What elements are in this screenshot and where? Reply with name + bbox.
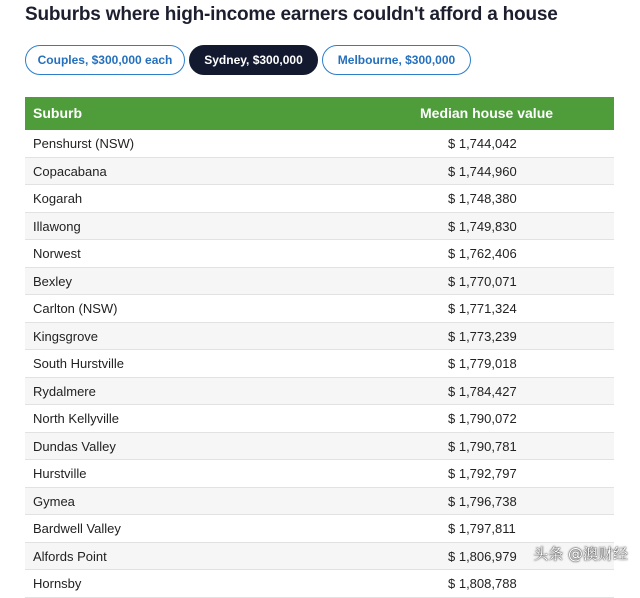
cell-suburb: Illawong bbox=[33, 218, 81, 234]
table-row bbox=[25, 213, 614, 241]
table-row bbox=[25, 185, 614, 213]
table-row bbox=[25, 460, 614, 488]
table-row bbox=[25, 268, 614, 296]
cell-value: $ 1,770,071 bbox=[448, 273, 517, 289]
cell-suburb: Bexley bbox=[33, 273, 73, 289]
table-row bbox=[25, 433, 614, 461]
cell-suburb: Rydalmere bbox=[33, 383, 96, 399]
cell-value: $ 1,762,406 bbox=[448, 246, 517, 261]
table-row bbox=[25, 570, 614, 598]
cell-value: $ 1,779,018 bbox=[448, 356, 517, 371]
table-row bbox=[25, 130, 614, 158]
table-header bbox=[25, 97, 614, 130]
cell-suburb: Dundas Valley bbox=[33, 438, 116, 454]
column-header-median-value[interactable]: Median house value bbox=[420, 105, 554, 121]
cell-suburb: Penshurst (NSW) bbox=[33, 136, 135, 151]
cell-value: $ 1,790,072 bbox=[448, 411, 517, 426]
cell-suburb: Hurstville bbox=[33, 466, 87, 481]
cell-value: $ 1,784,427 bbox=[448, 383, 517, 399]
table-row bbox=[25, 350, 614, 378]
cell-suburb: South Hurstville bbox=[33, 356, 125, 371]
table-row bbox=[25, 295, 614, 323]
table-row bbox=[25, 515, 614, 543]
cell-value: $ 1,749,830 bbox=[448, 218, 517, 234]
cell-value: $ 1,773,239 bbox=[448, 328, 517, 344]
table-row bbox=[25, 488, 614, 516]
cell-suburb: Kogarah bbox=[33, 191, 83, 206]
cell-suburb: Gymea bbox=[33, 493, 75, 509]
cell-value: $ 1,792,797 bbox=[448, 466, 517, 481]
tab-sydney[interactable]: Sydney, $300,000 bbox=[189, 45, 318, 75]
cell-suburb: Copacabana bbox=[33, 163, 107, 179]
table-row bbox=[25, 158, 614, 186]
cell-value: $ 1,748,380 bbox=[448, 191, 517, 206]
watermark: 头条 @澳财经 bbox=[533, 545, 628, 563]
cell-suburb: North Kellyville bbox=[33, 411, 119, 426]
table-row bbox=[25, 543, 614, 571]
data-table bbox=[25, 97, 614, 598]
page-title: Suburbs where high-income earners couldn't afford a house bbox=[25, 4, 558, 25]
cell-suburb: Alfords Point bbox=[33, 548, 107, 564]
cell-value: $ 1,744,960 bbox=[448, 163, 517, 179]
cell-value: $ 1,790,781 bbox=[448, 438, 517, 454]
table-row bbox=[25, 240, 614, 268]
table-row bbox=[25, 405, 614, 433]
cell-value: $ 1,808,788 bbox=[448, 576, 517, 591]
cell-suburb: Kingsgrove bbox=[33, 328, 99, 344]
cell-value: $ 1,806,979 bbox=[448, 548, 517, 564]
column-header-suburb[interactable]: Suburb bbox=[33, 105, 82, 121]
tab-melbourne[interactable]: Melbourne, $300,000 bbox=[322, 45, 471, 75]
cell-suburb: Hornsby bbox=[33, 576, 82, 591]
cell-value: $ 1,744,042 bbox=[448, 136, 517, 151]
cell-value: $ 1,796,738 bbox=[448, 493, 517, 509]
cell-suburb: Carlton (NSW) bbox=[33, 301, 118, 316]
table-body bbox=[25, 130, 614, 598]
cell-suburb: Norwest bbox=[33, 246, 81, 261]
tab-couples[interactable]: Couples, $300,000 each bbox=[25, 45, 185, 75]
cell-suburb: Bardwell Valley bbox=[33, 521, 121, 536]
cell-value: $ 1,771,324 bbox=[448, 301, 517, 316]
cell-value: $ 1,797,811 bbox=[448, 521, 516, 536]
table-row bbox=[25, 323, 614, 351]
table-row bbox=[25, 378, 614, 406]
